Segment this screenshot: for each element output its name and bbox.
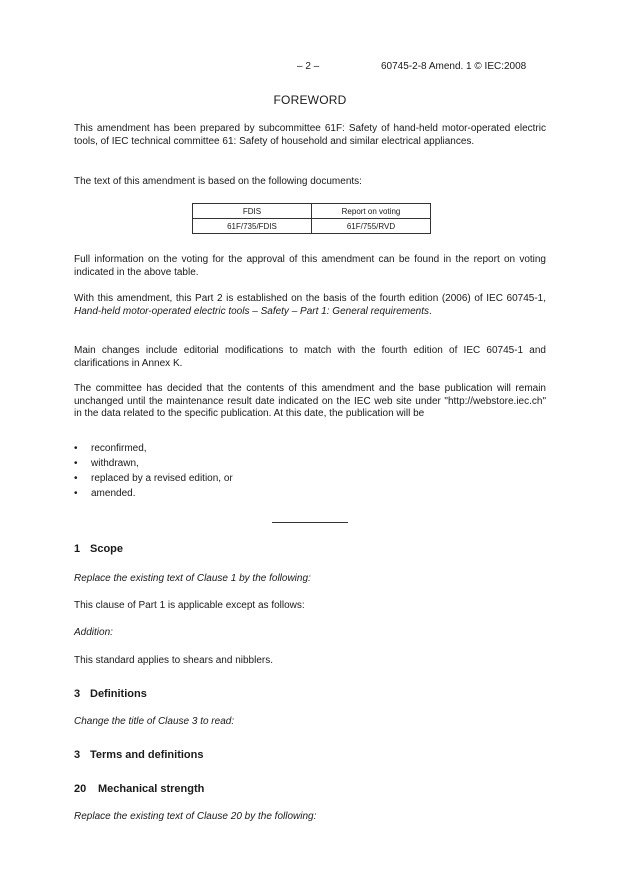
section-heading-terms	[74, 749, 203, 761]
section-number: 20	[74, 783, 87, 795]
list-item-text: amended.	[91, 488, 136, 499]
publication-options-list	[74, 441, 233, 501]
bullet-icon: •	[74, 488, 78, 499]
foreword-title: FOREWORD	[273, 93, 347, 107]
voting-info-paragraph: Full information on the voting for the approval of this amendment can be found in the report on voting indicated in the above table.	[74, 254, 546, 278]
scope-text: This clause of Part 1 is applicable except as follows:	[74, 600, 305, 611]
base-publication-title: Hand-held motor-operated electric tools – Safety – Part 1: General requirements	[74, 305, 429, 317]
based-on-paragraph: The text of this amendment is based on the following documents:	[74, 176, 362, 187]
table-cell: 61F/735/FDIS	[193, 219, 312, 234]
table-header-row	[193, 204, 431, 219]
basis-suffix: .	[429, 305, 432, 317]
list-item-text: replaced by a revised edition, or	[91, 473, 233, 484]
addition-label: Addition:	[74, 627, 113, 638]
section-title: Scope	[90, 543, 124, 555]
table-cell: 61F/755/RVD	[312, 219, 431, 234]
basis-text: With this amendment, this Part 2 is established on the basis of the fourth edition (2006) of IEC 60745-1,	[74, 293, 546, 304]
addition-text: This standard applies to shears and nibblers.	[74, 655, 274, 666]
section-divider	[272, 522, 348, 523]
changes-paragraph: Main changes include editorial modifications to match with the fourth edition of IEC 60745-1 and clarifications in Annex K.	[74, 345, 546, 369]
definitions-instruction: Change the title of Clause 3 to read:	[74, 716, 235, 727]
mechanical-instruction: Replace the existing text of Clause 20 by the following:	[74, 811, 317, 822]
section-number: 3	[74, 749, 81, 761]
table-header-cell: Report on voting	[312, 204, 431, 219]
section-heading-definitions	[74, 688, 147, 700]
committee-paragraph: The committee has decided that the contents of this amendment and the base publication will remain unchanged until the maintenance result date indicated on the IEC web site under "http://webstore.iec.ch" in the data related to the specific publication. At this date, the publication will be	[74, 383, 546, 419]
scope-instruction: Replace the existing text of Clause 1 by the following:	[74, 573, 311, 584]
list-item	[74, 441, 233, 456]
section-title: Definitions	[90, 688, 147, 700]
table-header-cell: FDIS	[193, 204, 312, 219]
list-item-text: reconfirmed,	[91, 443, 147, 454]
page-number: – 2 –	[297, 61, 320, 72]
list-item	[74, 471, 233, 486]
section-title: Mechanical strength	[98, 783, 205, 795]
basis-paragraph	[74, 293, 546, 318]
intro-paragraph: This amendment has been prepared by subcommittee 61F: Safety of hand-held motor-operated electric tools, of IEC technical committee 61: Safety of household and similar electrical appliances.	[74, 123, 546, 147]
bullet-icon: •	[74, 473, 78, 484]
section-heading-scope	[74, 543, 123, 555]
list-item-text: withdrawn,	[91, 458, 139, 469]
list-item	[74, 456, 233, 471]
table-row	[193, 219, 431, 234]
bullet-icon: •	[74, 443, 78, 454]
section-number: 3	[74, 688, 81, 700]
document-reference: 60745-2-8 Amend. 1 © IEC:2008	[381, 61, 527, 72]
list-item	[74, 486, 233, 501]
section-heading-mechanical	[74, 783, 204, 795]
section-number: 1	[74, 543, 81, 555]
voting-documents-table	[192, 203, 431, 234]
section-title: Terms and definitions	[90, 749, 204, 761]
bullet-icon: •	[74, 458, 78, 469]
